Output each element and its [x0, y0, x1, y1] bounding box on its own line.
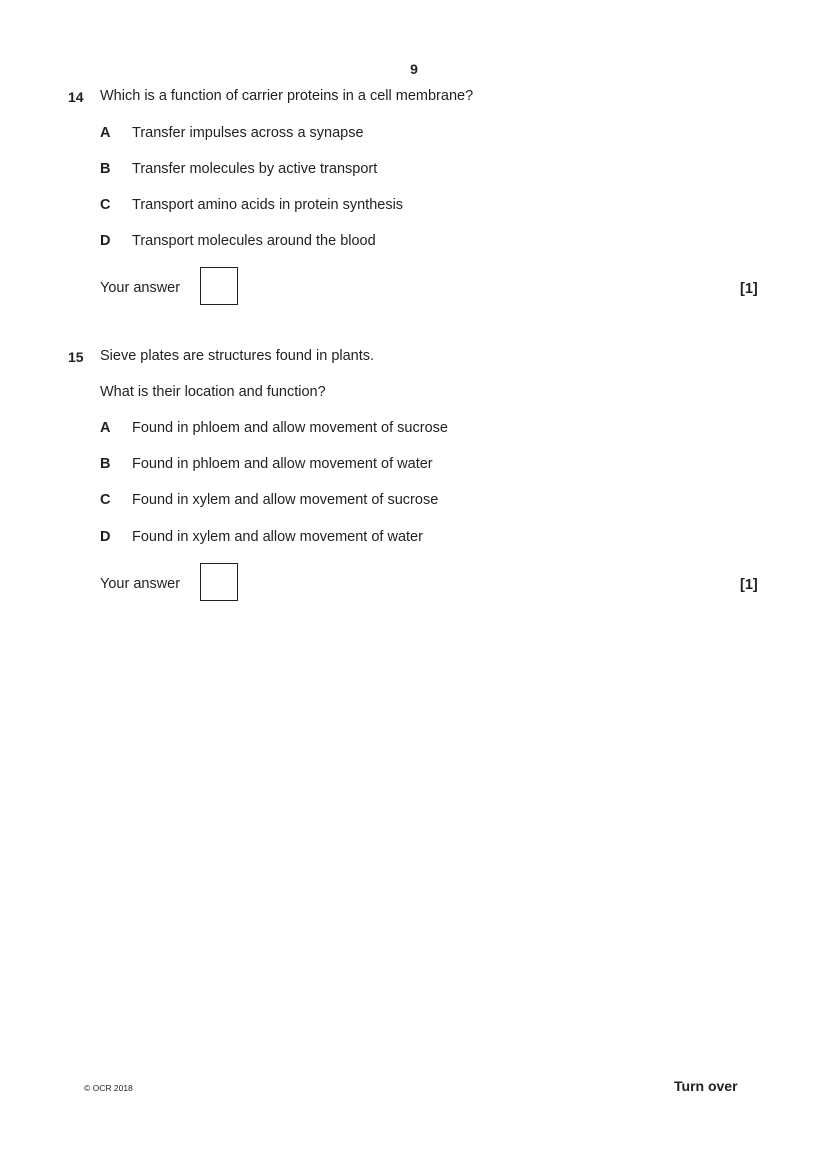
answer-label: Your answer — [100, 280, 181, 296]
option-text: Found in phloem and allow movement of water — [132, 456, 433, 472]
option-letter: C — [100, 492, 111, 508]
marks: [1] — [740, 577, 758, 593]
answer-label: Your answer — [100, 576, 181, 592]
option-text: Found in xylem and allow movement of sucrose — [132, 492, 439, 508]
option-text: Transfer impulses across a synapse — [132, 125, 364, 141]
option-letter: C — [100, 197, 111, 213]
option-letter: A — [100, 125, 111, 141]
answer-box[interactable] — [200, 563, 238, 601]
question-stem-line-2: What is their location and function? — [100, 384, 326, 400]
option-text: Transport molecules around the blood — [132, 233, 376, 249]
option-letter: D — [100, 233, 111, 249]
question-stem: Which is a function of carrier proteins in a cell membrane? — [100, 88, 474, 104]
option-letter: B — [100, 161, 111, 177]
option-text: Found in xylem and allow movement of water — [132, 529, 423, 545]
option-letter: B — [100, 456, 111, 472]
footer-turn-over: Turn over — [674, 1078, 738, 1094]
marks: [1] — [740, 281, 758, 297]
question-stem: Sieve plates are structures found in plants. — [100, 348, 375, 364]
option-letter: A — [100, 420, 111, 436]
option-text: Found in phloem and allow movement of sucrose — [132, 420, 448, 436]
question-number: 14 — [68, 89, 84, 105]
answer-box[interactable] — [200, 267, 238, 305]
option-text: Transport amino acids in protein synthesis — [132, 197, 404, 213]
option-letter: D — [100, 529, 111, 545]
footer-copyright: © OCR 2018 — [84, 1083, 133, 1093]
option-text: Transfer molecules by active transport — [132, 161, 378, 177]
question-number: 15 — [68, 349, 84, 365]
page-number: 9 — [410, 61, 418, 77]
